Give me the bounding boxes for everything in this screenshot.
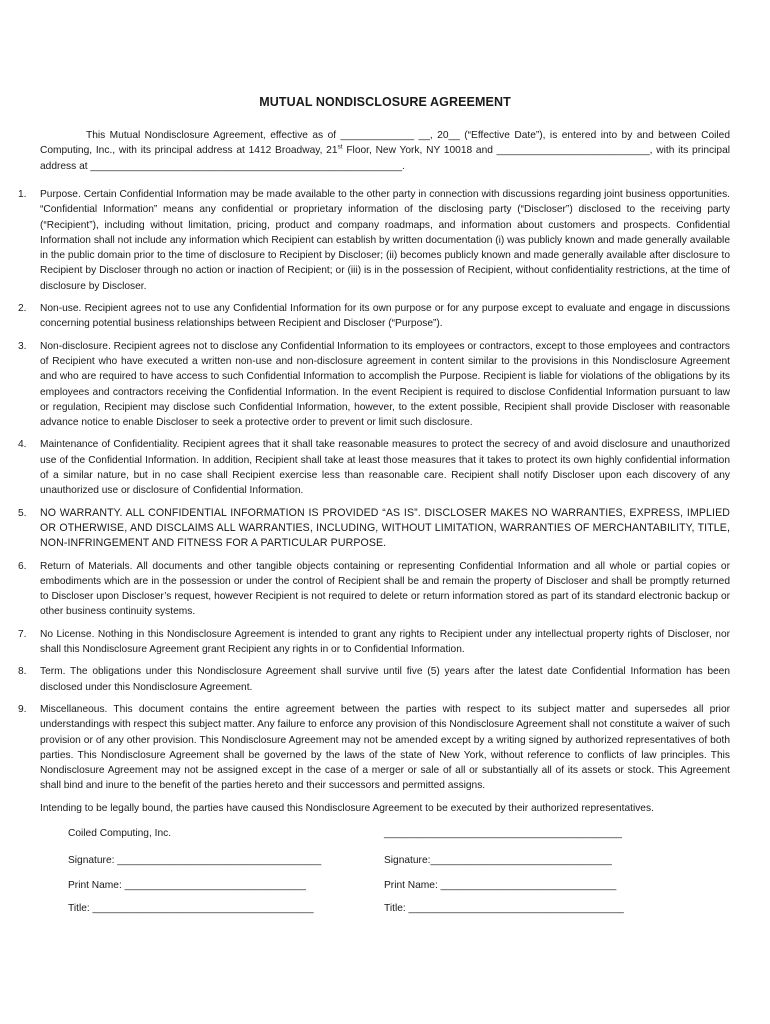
intro-paragraph	[40, 128, 730, 174]
clause-item	[0, 559, 770, 620]
clause-item	[0, 187, 770, 294]
clause-item	[0, 437, 770, 498]
right-print-name-line: Print Name: _______________________________	[384, 880, 617, 891]
clause-item	[0, 627, 770, 658]
clause-number: 5.	[18, 507, 27, 519]
clause-number: 4.	[18, 439, 27, 451]
intro-text-part1: This Mutual Nondisclosure Agreement, effective as of _____________ __, 20__ (“Effective Date”), is entered into by and between Coiled Computing, Inc., with its principal address at 1412 Broadway, 21	[40, 130, 730, 157]
clause-item	[0, 702, 770, 794]
intro-text-part2: Floor, New York, NY 10018 and ___________________________, with its principal address at _______________________________________________________.	[40, 145, 730, 172]
left-print-name-line: Print Name: ________________________________	[68, 880, 306, 891]
clause-text: Non-disclosure. Recipient agrees not to disclose any Confidential Information to its employees or contractors, except to those employees and contractors of Recipient who have executed a written non-use and non-disclosure agreement in content similar to the provisions in this Nondisclosure Agreement and who are required to have access to such Confidential Information to accomplish the Purpose. Recipient is liable for violations of the obligations by its employees and contractors receiving the Confidential Information. In the event Recipient is required to disclose Confidential Information pursuant to law or regulation, Recipient may disclose such Confidential Information, however, to the extent possible, Recipient shall provide Discloser with reasonable advance notice to enable Discloser to seek a protective order to prevent or limit such disclosure.	[40, 340, 730, 429]
clause-number: 6.	[18, 560, 27, 572]
clause-number: 1.	[18, 189, 27, 200]
clause-text: NO WARRANTY. ALL CONFIDENTIAL INFORMATION IS PROVIDED “AS IS”. DISCLOSER MAKES NO WARRANTIES, EXPRESS, IMPLIED OR OTHERWISE, AND DISCLAIMS ALL WARRANTIES, INCLUDING, WITHOUT LIMITATION, WARRANTIES OF MERCHANTABILITY, TITLE, NON-INFRINGEMENT AND FITNESS FOR A PARTICULAR PURPOSE.	[40, 506, 730, 550]
intro-superscript: st	[337, 143, 343, 151]
left-company-name: Coiled Computing, Inc.	[68, 828, 172, 839]
clause-item	[0, 301, 770, 332]
clause-text: Return of Materials. All documents and other tangible objects containing or representing Confidential Information and all whole or partial copies or embodiments which are in the possession or under the control of Recipient shall be and remain the property of Discloser and shall be promptly returned to Discloser upon Discloser’s request, however Recipient is not required to delete or return information stored as part of its standard electronic backup or other business continuity systems.	[40, 560, 730, 618]
clause-number: 8.	[18, 666, 27, 678]
clause-text: Maintenance of Confidentiality. Recipient agrees that it shall take reasonable measures to protect the secrecy of and avoid disclosure and unauthorized use of the Confidential Information. In addition, Recipient shall take at least those measures that it takes to protect its own highly confidential information of a similar nature, but in no case shall Recipient exercise less than reasonable care. Recipient shall notify Discloser upon each discovery of any unauthorized use or disclosure of Confidential Information.	[40, 439, 730, 497]
clause-text: Purpose. Certain Confidential Information may be made available to the other party in connection with discussions regarding joint business opportunities. “Confidential Information” means any confidential or proprietary information of the disclosing party (“Discloser”) disclosed to the receiving party (“Recipient”), including without limitation, pricing, product and company roadmaps, and information about customers and prospects. Confidential Information shall not include any information which Recipient can establish by written documentation (i) was publicly known and made generally available in the public domain prior to the time of disclosure to Recipient by Discloser; (ii) becomes publicly known and made generally available after disclosure to Recipient by Discloser through no action or inaction of Recipient; or (iii) is in the possession of Recipient, without confidentiality restrictions, at the time of disclosure by Discloser.	[40, 189, 730, 292]
clause-text: Non-use. Recipient agrees not to use any Confidential Information for its own purpose or for any purpose except to evaluate and engage in discussions concerning potential business relationships between Recipient and Discloser (“Purpose”).	[40, 303, 730, 330]
clause-number: 9.	[18, 703, 27, 715]
clause-text: Miscellaneous. This document contains the entire agreement between the parties with respect to its subject matter and supersedes all prior understandings with respect this subject matter. Any failure to enforce any provision of this Nondisclosure Agreement shall not constitute a waiver of such provision or of any other provision. This Nondisclosure Agreement may not be amended except by a writing signed by authorized representatives of both parties. This Nondisclosure Agreement shall be governed by the laws of the state of New York, without reference to conflicts of law principles. This Nondisclosure Agreement may not be assigned except in the case of a merger or sale of all or substantially all of its assets or stock. This Agreement shall bind and inure to the benefit of the parties hereto and their successors and permitted assigns.	[40, 703, 730, 792]
right-signature-line: Signature:________________________________	[384, 855, 612, 866]
clause-number: 3.	[18, 340, 27, 352]
clauses-list	[0, 187, 770, 801]
right-title-line: Title: ______________________________________	[384, 903, 624, 914]
clause-item	[0, 506, 770, 552]
left-title-line: Title: _______________________________________	[68, 903, 314, 914]
clause-item	[0, 339, 770, 431]
clause-text: Term. The obligations under this Nondisclosure Agreement shall survive until five (5) years after the latest date Confidential Information has been disclosed under this Nondisclosure Agreement.	[40, 666, 730, 693]
document-title: MUTUAL NONDISCLOSURE AGREEMENT	[259, 95, 511, 109]
clause-number: 2.	[18, 303, 27, 315]
closing-statement: Intending to be legally bound, the parties have caused this Nondisclosure Agreement to be executed by their authorized representatives.	[40, 803, 654, 814]
right-company-line: __________________________________________	[384, 828, 622, 839]
clause-number: 7.	[18, 628, 27, 640]
clause-text: No License. Nothing in this Nondisclosure Agreement is intended to grant any rights to Recipient under any intellectual property rights of Discloser, nor shall this Nondisclosure Agreement grant Recipient any rights in or to Confidential Information.	[40, 628, 730, 656]
clause-item	[0, 664, 770, 695]
left-signature-line: Signature: ____________________________________	[68, 855, 322, 866]
